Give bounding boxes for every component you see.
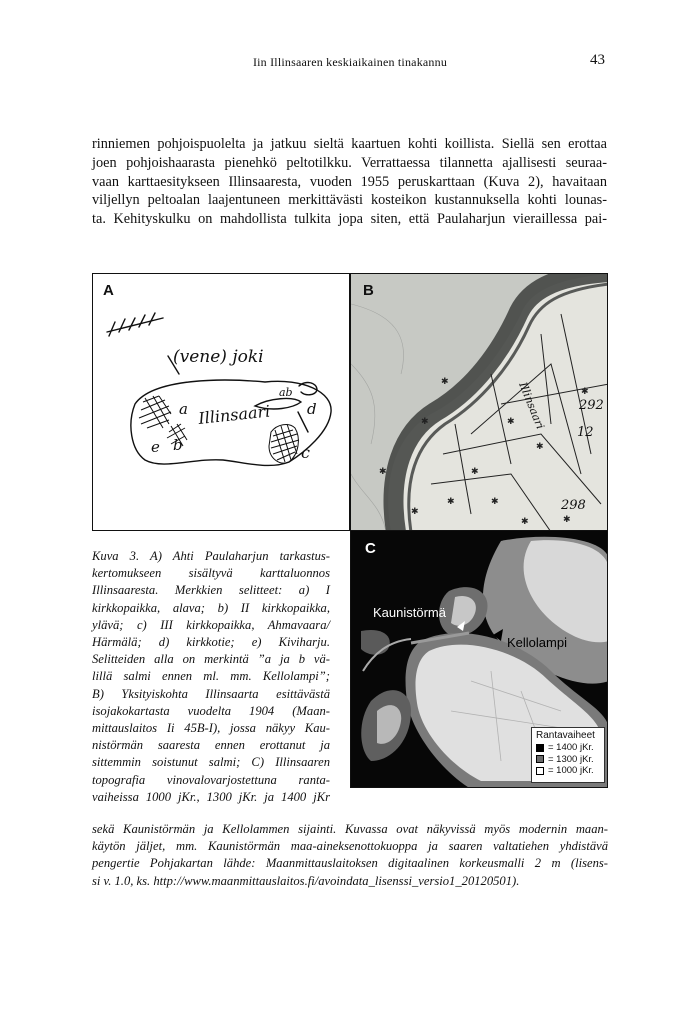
- legend-label-1000: = 1000 jKr.: [548, 765, 594, 777]
- page-number: 43: [590, 52, 605, 68]
- figure-caption-continued: [92, 821, 608, 890]
- caption-line: ylävä; c) III kirkkopaikka, Ahmavaara/: [92, 617, 330, 632]
- legend-label-1400: = 1400 jKr.: [548, 742, 594, 754]
- body-line: joen pohjoishaarasta pienehkö peltotilkku. Verrattaessa tilannetta ajallisesti seuraa-: [92, 154, 607, 171]
- caption-line: pengertie Pohjakartan lähde: Maanmittauslaitoksen digitaalinen korkeusmalli 2 m (lisens-: [92, 856, 608, 871]
- legend-label-1300: = 1300 jKr.: [548, 753, 594, 765]
- body-line: viljellyn peltoalan laajentuneen merkittävästi kosteikon kustannuksella kohti lounas-: [92, 192, 607, 209]
- figure-caption: [92, 548, 330, 806]
- caption-line: Illinsaaresta. Merkkien selitteet: a) I: [92, 583, 330, 598]
- caption-line: mittauslaitos Ii 45B-I), jossa näkyy Kau-: [92, 721, 330, 736]
- label-kellolampi: Kellolampi: [507, 635, 567, 650]
- sketch-label-d: d: [307, 400, 317, 418]
- caption-line: vaiheissa 1000 jKr., 1300 jKr. ja 1400 jKr: [92, 789, 330, 804]
- body-line: ta. Kehityskulku on mahdollista tulkita jopa siten, että Paulaharjun vieraillessa pai-: [92, 211, 607, 228]
- caption-line: topografia vinovalovarjostettuna ranta-: [92, 772, 330, 787]
- svg-text:✱: ✱: [507, 417, 515, 427]
- svg-text:✱: ✱: [491, 497, 499, 507]
- hatched-area-c: [269, 424, 299, 463]
- caption-line: Härmälä; d) kirkkotie; e) Kiviharju.: [92, 635, 330, 650]
- caption-line: si v. 1.0, ks. http://www.maanmittauslaitos.fi/avoindata_lisenssi_versio1_20120501).: [92, 873, 520, 888]
- panel-b-letter: B: [363, 282, 374, 299]
- sketch-label-ab: ab: [279, 386, 293, 399]
- caption-line: B) Yksityiskohta Illinsaarta esittävästä: [92, 686, 330, 701]
- svg-text:✱: ✱: [521, 517, 529, 527]
- panel-b-map: [351, 274, 608, 531]
- legend-swatch-1300: [536, 755, 544, 763]
- svg-text:✱: ✱: [411, 507, 419, 517]
- caption-line: kertomukseen sisältyvä karttaluonnos: [92, 566, 330, 581]
- sketch-label-e: e: [151, 438, 160, 456]
- caption-line: käytön jäljet, mm. Kaunistörmän maa-aineksenottokuoppa ja saaren valtatiehen yhdistävä: [92, 839, 608, 854]
- label-kaunistorma: Kaunistörmä: [373, 605, 446, 620]
- legend-row: [536, 742, 600, 754]
- svg-text:✱: ✱: [471, 467, 479, 477]
- sketch-label-river: (vene) joki: [173, 347, 264, 367]
- body-line: rinniemen pohjoispuolelta ja jatkuu sieltä kaartuen kohti koillista. Siellä sen erottaa: [92, 136, 607, 152]
- legend-swatch-1400: [536, 744, 544, 752]
- svg-text:✱: ✱: [536, 442, 544, 452]
- svg-text:✱: ✱: [581, 387, 589, 397]
- caption-line: isojakokartasta vuodelta 1904 (Maan-: [92, 703, 330, 718]
- sketch-label-a: a: [179, 400, 188, 418]
- relief-legend: [531, 727, 605, 783]
- svg-text:✱: ✱: [379, 467, 387, 477]
- caption-line: lillä salmi ennen ml. mm. Kellolampi”;: [92, 669, 330, 684]
- sketch-label-island: Illinsaari: [197, 401, 272, 428]
- caption-line: sekä Kaunistörmän ja Kellolammen sijainti. Kuvassa ovat näkyvissä myös modernin maan-: [92, 822, 608, 836]
- map-label-illinsaari: Illinsaari: [516, 380, 547, 432]
- figure-panel-a: [92, 273, 350, 531]
- legend-row: [536, 765, 600, 777]
- body-line: vaan karttaesitykseen Illinsaaresta, vuoden 1955 peruskarttaan (Kuva 2), havaitaan: [92, 173, 607, 190]
- caption-line: nistörmän saaresta ennen erottanut ja: [92, 738, 330, 753]
- svg-text:✱: ✱: [441, 377, 449, 387]
- panel-a-letter: A: [103, 282, 114, 299]
- panel-a-sketch: [93, 274, 348, 529]
- legend-title: Rantavaiheet: [536, 730, 595, 741]
- map-number-292: 292: [579, 398, 604, 413]
- body-paragraph: [92, 135, 607, 229]
- panel-c-letter: C: [365, 540, 376, 557]
- caption-line: Selitteiden alla on merkintä ”a ja b vä-: [92, 652, 330, 667]
- legend-swatch-1000: [536, 767, 544, 775]
- sketch-label-b: b: [173, 436, 183, 454]
- svg-text:✱: ✱: [421, 417, 429, 427]
- svg-text:✱: ✱: [563, 515, 571, 525]
- map-number-298: 298: [561, 498, 586, 513]
- caption-line: Kuva 3. A) Ahti Paulaharjun tarkastus-: [92, 549, 330, 563]
- caption-line: sittemmin soistunut salmi; C) Illinsaaren: [92, 755, 330, 770]
- svg-text:✱: ✱: [447, 497, 455, 507]
- caption-line: kirkkopaikka, alava; b) II kirkkopaikka,: [92, 600, 330, 615]
- map-number-12: 12: [577, 425, 594, 440]
- legend-row: [536, 754, 600, 766]
- figure-panel-b: [350, 273, 608, 531]
- running-title: Iin Illinsaaren keskiaikainen tinakannu: [252, 55, 448, 69]
- sketch-label-c: c: [301, 443, 310, 462]
